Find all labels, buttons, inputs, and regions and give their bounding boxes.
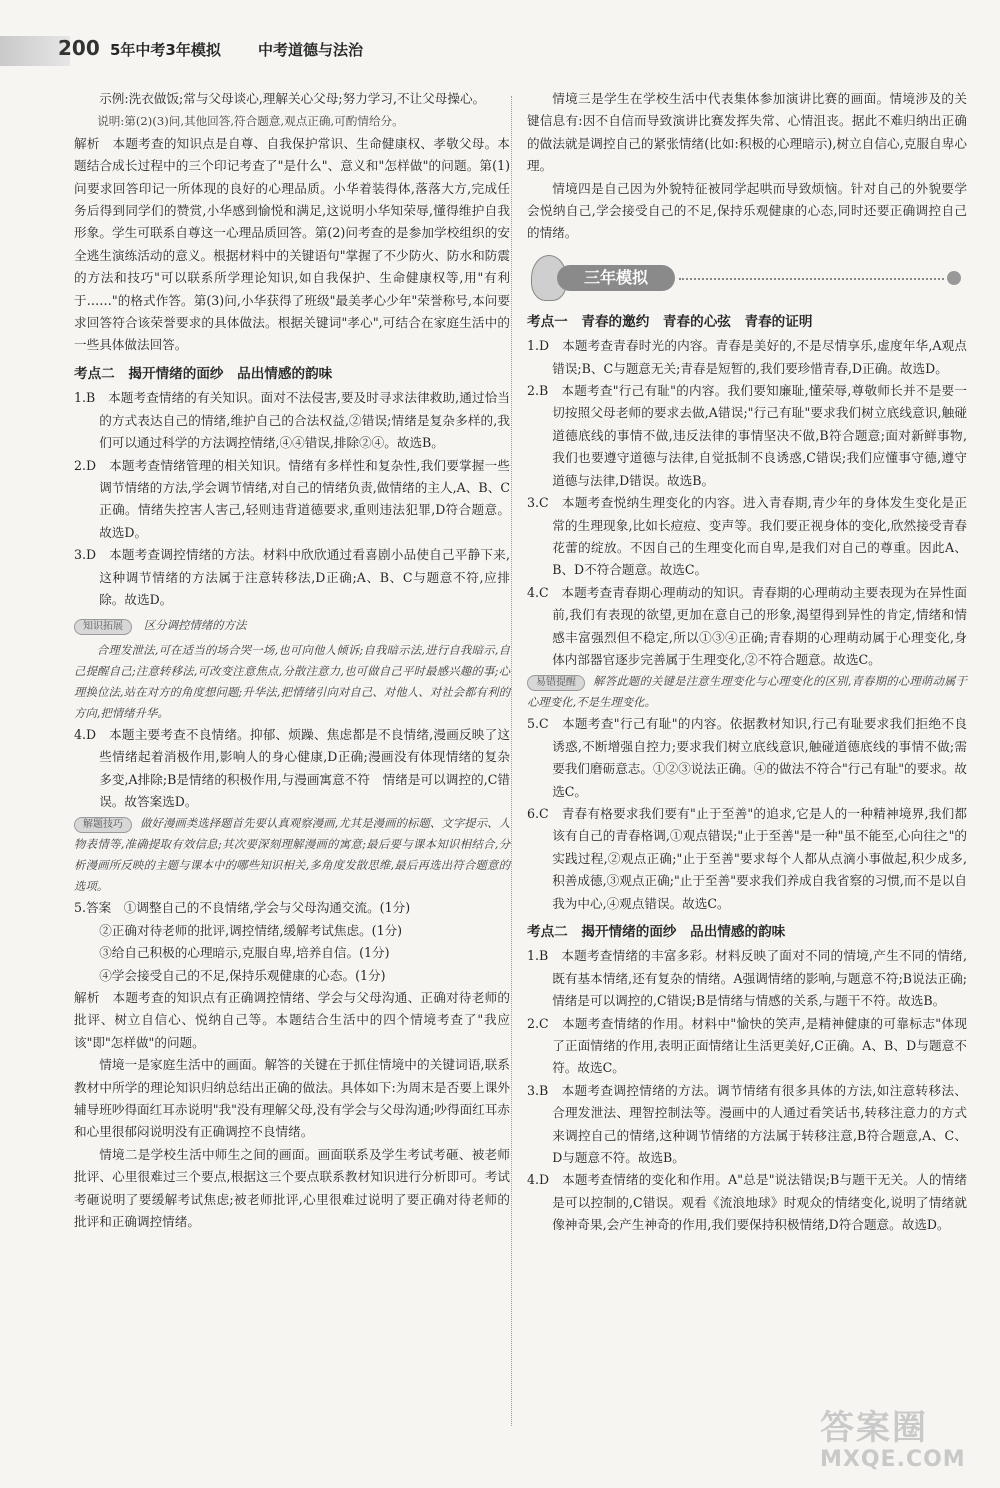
answer-item-3: 3.D 本题考查调控情绪的方法。材料中欣欣通过看喜剧小品使自己平静下来,这种调节情绪的方法属于注意转移法,D正确;A、B、C与题意不符,应排除。故选D。 — [74, 547, 510, 607]
book-subject-title: 中考道德与法治 — [258, 41, 364, 59]
answer-item-1: 1.B 本题考查情绪的丰富多彩。材料反映了面对不同的情境,产生不同的情绪,既有基本情绪,还有复杂的情绪。A强调情绪的影响,与题意不符;B说法正确;情绪是可以调控的,C错误;B是情绪与情感的关系,与题干不符。故选B。 — [527, 948, 967, 1009]
tip-box-methods — [74, 614, 510, 636]
tip-badge: 知识拓展 — [74, 619, 132, 635]
tip-badge: 解题技巧 — [74, 817, 132, 833]
example-answer: 示例:洗衣做饭;常与父母谈心,理解关心父母;努力学习,不让父母操心。 — [99, 91, 486, 106]
answer-item-2: 2.D 本题考查情绪管理的相关知识。情绪有多样性和复杂性,我们要掌握一些调节情绪的方法,学会调节情绪,对自己的情绪负责,做情绪的主人,A、B、C正确。情绪失控害人害己,轻则违背道德要求,重则违法犯罪,D符合题意。故选D。 — [74, 457, 510, 540]
answer-item-2: 2.C 本题考查情绪的作用。材料中"愉快的笑声,是精神健康的可靠标志"体现了正面情绪的作用,表明正面情绪让生活更美好,C正确。A、B、D与题意不符。故选C。 — [527, 1015, 967, 1076]
tip-title: 区分调控情绪的方法 — [143, 618, 247, 633]
answer-item-5-point-3: ③给自己积极的心理暗示,克服自卑,培养自信。(1分) — [99, 945, 390, 961]
section-heading-kaodian2: 考点二 揭开情绪的面纱 品出情感的韵味 — [527, 924, 786, 940]
right-column — [527, 88, 967, 1237]
answer-item-4: 4.C 本题考查青春期心理萌动的知识。青春期的心理萌动主要表现为在异性面前,我们有表现的欲望,更加在意自己的形象,渴望得到异性的肯定,情绪和情感丰富强烈但不稳定,所以①③④正确;青春期的心理萌动属于心理变化,身体内部器官逐步完善属于生理变化,②不符合题意。故选C。 — [527, 584, 967, 667]
answer-item-5: 5.C 本题考查"行己有耻"的内容。依据教材知识,行己有耻要求我们拒绝不良诱惑,不断增强自控力;要求我们树立底线意识,触碰道德底线的事情不做;需要我们磨砺意志。①②③说法正确。④的做法不符合"行己有耻"的要求。故选C。 — [527, 716, 967, 799]
answer-item-1: 1.D 本题考查青春时光的内容。青春是美好的,不是尽情享乐,虚度年华,A观点错误;B、C与题意无关;青春是短暂的,我们要珍惜青春,D正确。故选D。 — [527, 338, 967, 376]
page-number: 200 — [58, 36, 100, 60]
answer-item-4: 4.D 本题考查情绪的变化和作用。A"总是"说法错误;B与题干无关。人的情绪是可以控制的,C错误。观看《流浪地球》时观众的情绪变化,说明了情绪就像神奇果,会产生神奇的作用,我们要保持积极情绪,D符合题意。故选D。 — [527, 1172, 967, 1233]
banner-dotted-line — [679, 278, 944, 280]
page-header — [0, 30, 1000, 72]
scene-4-paragraph: 情境四是自己因为外貌特征被同学起哄而导致烦恼。针对自己的外貌要学会悦纳自己,学会接受自己的不足,保持乐观健康的心态,同时还要正确调控自己的情绪。 — [527, 180, 967, 241]
three-year-mock-banner — [527, 255, 967, 303]
tip-box-comic — [74, 813, 510, 897]
watermark-logo-text: 答案圈 — [820, 1408, 928, 1448]
tip-body: 合理发泄法,可在适当的场合哭一场,也可向他人倾诉;自我暗示法,进行自我暗示,自己提醒自己;注意转移法,可改变注意焦点,分散注意力,也可做自己平时最感兴趣的事;心理换位法,站在对方的角度想问题;升华法,把情绪引向对自己、对他人、对社会都有利的方向,把情绪升华。 — [74, 642, 510, 720]
banner-end-dot-icon — [947, 271, 961, 285]
tip-body: 做好漫画类选择题首先要认真观察漫画,尤其是漫画的标题、文字提示、人物表情等,准确提取有效信息;其次要深刻理解漫画的寓意;最后要与课本知识相结合,分析漫画所反映的主题与课本中的哪些知识相关,多角度发散思维,最后再选出符合题意的选项。 — [74, 816, 510, 894]
section-heading-kaodian2: 考点二 揭开情绪的面纱 品出情感的韵味 — [74, 365, 333, 382]
answer-item-2: 2.B 本题考查"行己有耻"的内容。我们要知廉耻,懂荣辱,尊敬师长并不是要一切按照父母老师的要求去做,A错误;"行己有耻"要求我们树立底线意识,触碰道德底线的事情不做,违反法律的事情坚决不做,B符合题意;面对新鲜事物,我们也要遵守道德与法律,自觉抵制不良诱惑,C错误;我们应懂事守德,遵守道德与法律,D错误。故选B。 — [527, 383, 967, 488]
answer-item-3: 3.C 本题考查悦纳生理变化的内容。进入青春期,青少年的身体发生变化是正常的生理现象,比如长痘痘、变声等。我们要正视身体的变化,欣然接受青春花蕾的绽放。不因自己的生理变化而自卑,是我们对自己的尊重。因此A、B、D不符合题意。故选C。 — [527, 495, 967, 578]
analysis-paragraph: 解析 本题考查的知识点是自尊、自我保护常识、生命健康权、孝敬父母。本题结合成长过程中的三个印记考查了"是什么"、意义和"怎样做"的问题。第(1)问要求回答印记一所体现的良好的心理品质。小华着装得体,落落大方,完成任务后得到同学们的赞赏,小华感到愉悦和满足,这说明小华知荣辱,懂得维护自我形象。学生可联系自尊这一心理品质回答。第(2)问考查的是参加学校组织的安全逃生演练活动的意义。根据材料中的关键语句"掌握了不少防火、防水和防震的方法和技巧"可以联系所学理论知识,如自我保护、生命健康权等,用"有利于……"的格式作答。第(3)问,小华获得了班级"最美孝心少年"荣誉称号,本问要求回答符合该荣誉要求的具体做法。根据关键词"孝心",可结合在家庭生活中的一些具体做法回答。 — [74, 135, 510, 353]
answer-item-5-point-4: ④学会接受自己的不足,保持乐观健康的心态。(1分) — [99, 967, 386, 983]
tip-box-error — [527, 671, 967, 713]
answer-item-5-head: 5.答案 ①调整自己的不良情绪,学会与父母沟通交流。(1分) — [74, 900, 411, 916]
scoring-note: 说明:第(2)(3)问,其他回答,符合题意,观点正确,可酌情给分。 — [97, 114, 404, 129]
watermark-url: MXQE.COM — [820, 1447, 966, 1472]
banner-label: 三年模拟 — [557, 265, 675, 291]
answer-item-6: 6.C 青春有格要求我们要有"止于至善"的追求,它是人的一种精神境界,我们都该有自己的青春格调,①观点错误;"止于至善"是一种"虽不能至,心向往之"的实践过程,②观点正确;"止于至善"要求每个人都从点滴小事做起,积少成多,积善成德,③观点正确;"止于至善"要求我们养成自我省察的习惯,而不是以自我为中心,④观点错误。故选C。 — [527, 805, 967, 911]
book-series-title: 5年中考3年模拟 — [110, 41, 221, 59]
scene-1-paragraph: 情境一是家庭生活中的画面。解答的关键在于抓住情境中的关键词语,联系教材中所学的理论知识归纳总结出正确的做法。具体如下:为周末是否要上课外辅导班吵得面红耳赤说明"我"没有理解父母,没有学会与父母沟通;吵得面红耳赤和心里很郁闷说明没有正确调控不良情绪。 — [74, 1057, 510, 1140]
section-heading-kaodian1: 考点一 青春的邀约 青春的心弦 青春的证明 — [527, 313, 813, 330]
scene-3-paragraph: 情境三是学生在学校生活中代表集体参加演讲比赛的画面。情境涉及的关键信息有:因不自信而导致演讲比赛发挥失常、心情沮丧。据此不难归纳出正确的做法就是调控自己的紧张情绪(比如:积极的心理暗示),树立自信心,克服自卑心理。 — [527, 91, 967, 174]
left-column — [74, 88, 510, 1233]
analysis-paragraph-5: 解析 本题考查的知识点有正确调控情绪、学会与父母沟通、正确对待老师的批评、树立自信心、悦纳自己等。本题结合生活中的四个情境考查了"我应该"即"怎样做"的问题。 — [74, 990, 510, 1050]
answer-item-3: 3.B 本题考查调控情绪的方法。调节情绪有很多具体的方法,如注意转移法、合理发泄法、理智控制法等。漫画中的人通过看笑话书,转移注意力的方式来调控自己的情绪,这种调节情绪的方法属于转移注意,B符合题意,A、C、D与题意不符。故选B。 — [527, 1082, 967, 1166]
scene-2-paragraph: 情境二是学校生活中师生之间的画面。画面联系及学生考试考砸、被老师批评、心里很难过三个要点,根据这三个要点联系教材知识进行分析即可。考试考砸说明了要缓解考试焦虑;被老师批评,心里很难过说明了要正确对待老师的批评和正确调控情绪。 — [74, 1146, 510, 1230]
answer-item-4: 4.D 本题主要考查不良情绪。抑郁、烦躁、焦虑都是不良情绪,漫画反映了这些情绪起着消极作用,影响人的身心健康,D正确;漫画没有体现情绪的复杂多变,A排除;B是情绪的积极作用,与漫画寓意不符 情绪是可以调控的,C错误。故答案选D。 — [74, 726, 510, 809]
column-divider — [511, 96, 512, 1426]
tip-badge: 易错提醒 — [527, 675, 585, 691]
answer-item-1: 1.B 本题考查情绪的有关知识。面对不法侵害,要及时寻求法律救助,通过恰当的方式表达自己的情绪,维护自己的合法权益,②错误;情绪是复杂多样的,我们可以通过科学的方法调控情绪,④④错误,排除②④。故选B。 — [74, 390, 510, 451]
site-watermark — [820, 1400, 990, 1480]
answer-item-5-point-2: ②正确对待老师的批评,调控情绪,缓解考试焦虑。(1分) — [99, 922, 403, 938]
tip-body: 解答此题的关键是注意生理变化与心理变化的区别,青春期的心理萌动属于心理变化,不是生理变化。 — [527, 674, 967, 710]
